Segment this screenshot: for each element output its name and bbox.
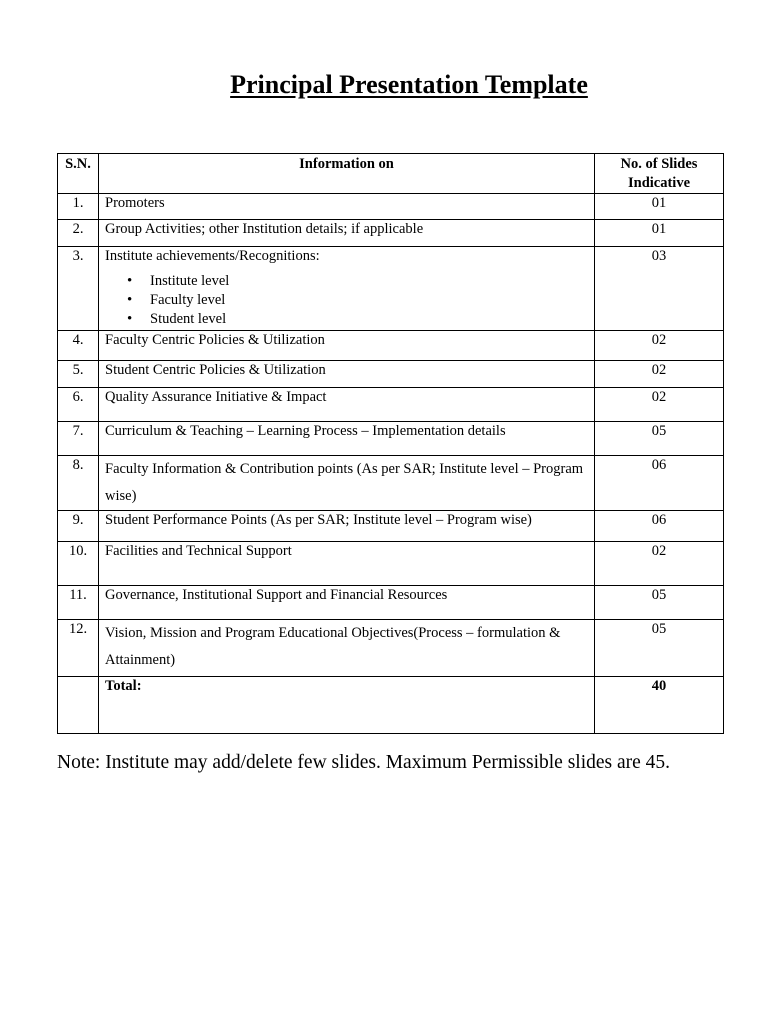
total-sn-empty	[58, 677, 99, 734]
table-row	[58, 586, 724, 620]
table-row	[58, 361, 724, 388]
bullet-item: • Institute level	[150, 272, 588, 291]
row-sn: 5.	[58, 361, 99, 388]
row-count: 01	[595, 220, 724, 247]
row-info: Group Activities; other Institution details; if applicable	[99, 220, 595, 247]
bullet-item: • Faculty level	[150, 291, 588, 310]
row-info: Faculty Centric Policies & Utilization	[99, 331, 595, 361]
row-count: 02	[595, 331, 724, 361]
row-count: 05	[595, 586, 724, 620]
table-row	[58, 456, 724, 511]
slides-table	[57, 153, 724, 734]
table-row	[58, 331, 724, 361]
row-info: Promoters	[99, 194, 595, 220]
table-header-row	[58, 154, 724, 194]
table-row	[58, 511, 724, 542]
row-sn: 3.	[58, 247, 99, 331]
table-row	[58, 388, 724, 422]
table-row	[58, 542, 724, 586]
row-sn: 10.	[58, 542, 99, 586]
sn-header: S.N.	[58, 154, 99, 194]
table-row	[58, 247, 724, 331]
row-info: Governance, Institutional Support and Financial Resources	[99, 586, 595, 620]
row-info: Quality Assurance Initiative & Impact	[99, 388, 595, 422]
row-count: 03	[595, 247, 724, 331]
row-info-text: Faculty Information & Contribution points (As per SAR; Institute level – Program wise)	[105, 461, 584, 504]
row-count: 05	[595, 422, 724, 456]
footnote: Note: Institute may add/delete few slides. Maximum Permissible slides are 45.	[57, 752, 671, 773]
row-info	[99, 456, 595, 511]
total-count: 40	[595, 677, 724, 734]
row-count: 01	[595, 194, 724, 220]
row-info	[99, 247, 595, 331]
row-sn: 1.	[58, 194, 99, 220]
table-row	[58, 620, 724, 677]
row-sn: 12.	[58, 620, 99, 677]
table-row	[58, 220, 724, 247]
row-info: Curriculum & Teaching – Learning Process – Implementation details	[99, 422, 595, 456]
row-count: 06	[595, 456, 724, 511]
total-row	[58, 677, 724, 734]
row-count: 02	[595, 361, 724, 388]
total-label: Total:	[99, 677, 595, 734]
slides-count-header-line2: Indicative	[627, 175, 691, 191]
row-info: Student Centric Policies & Utilization	[99, 361, 595, 388]
row-sn: 9.	[58, 511, 99, 542]
row-info: Facilities and Technical Support	[99, 542, 595, 586]
slides-count-header	[595, 154, 724, 194]
row-info-text: Vision, Mission and Program Educational Objectives(Process – formulation & Attainment)	[105, 625, 561, 668]
page-title: Principal Presentation Template	[230, 70, 588, 99]
row-sn: 2.	[58, 220, 99, 247]
info-header: Information on	[99, 154, 595, 194]
row-sn: 11.	[58, 586, 99, 620]
row-count: 05	[595, 620, 724, 677]
row-sn: 8.	[58, 456, 99, 511]
table-row	[58, 194, 724, 220]
row-count: 06	[595, 511, 724, 542]
bullet-list	[105, 272, 588, 329]
row-sn: 7.	[58, 422, 99, 456]
bullet-item: • Student level	[150, 310, 588, 329]
row-count: 02	[595, 542, 724, 586]
row-count: 02	[595, 388, 724, 422]
row-sn: 4.	[58, 331, 99, 361]
row-info	[99, 620, 595, 677]
table-row	[58, 422, 724, 456]
row-info-text: Institute achievements/Recognitions:	[105, 248, 320, 264]
slides-count-header-line1: No. of Slides	[620, 156, 698, 172]
row-sn: 6.	[58, 388, 99, 422]
row-info: Student Performance Points (As per SAR; Institute level – Program wise)	[99, 511, 595, 542]
